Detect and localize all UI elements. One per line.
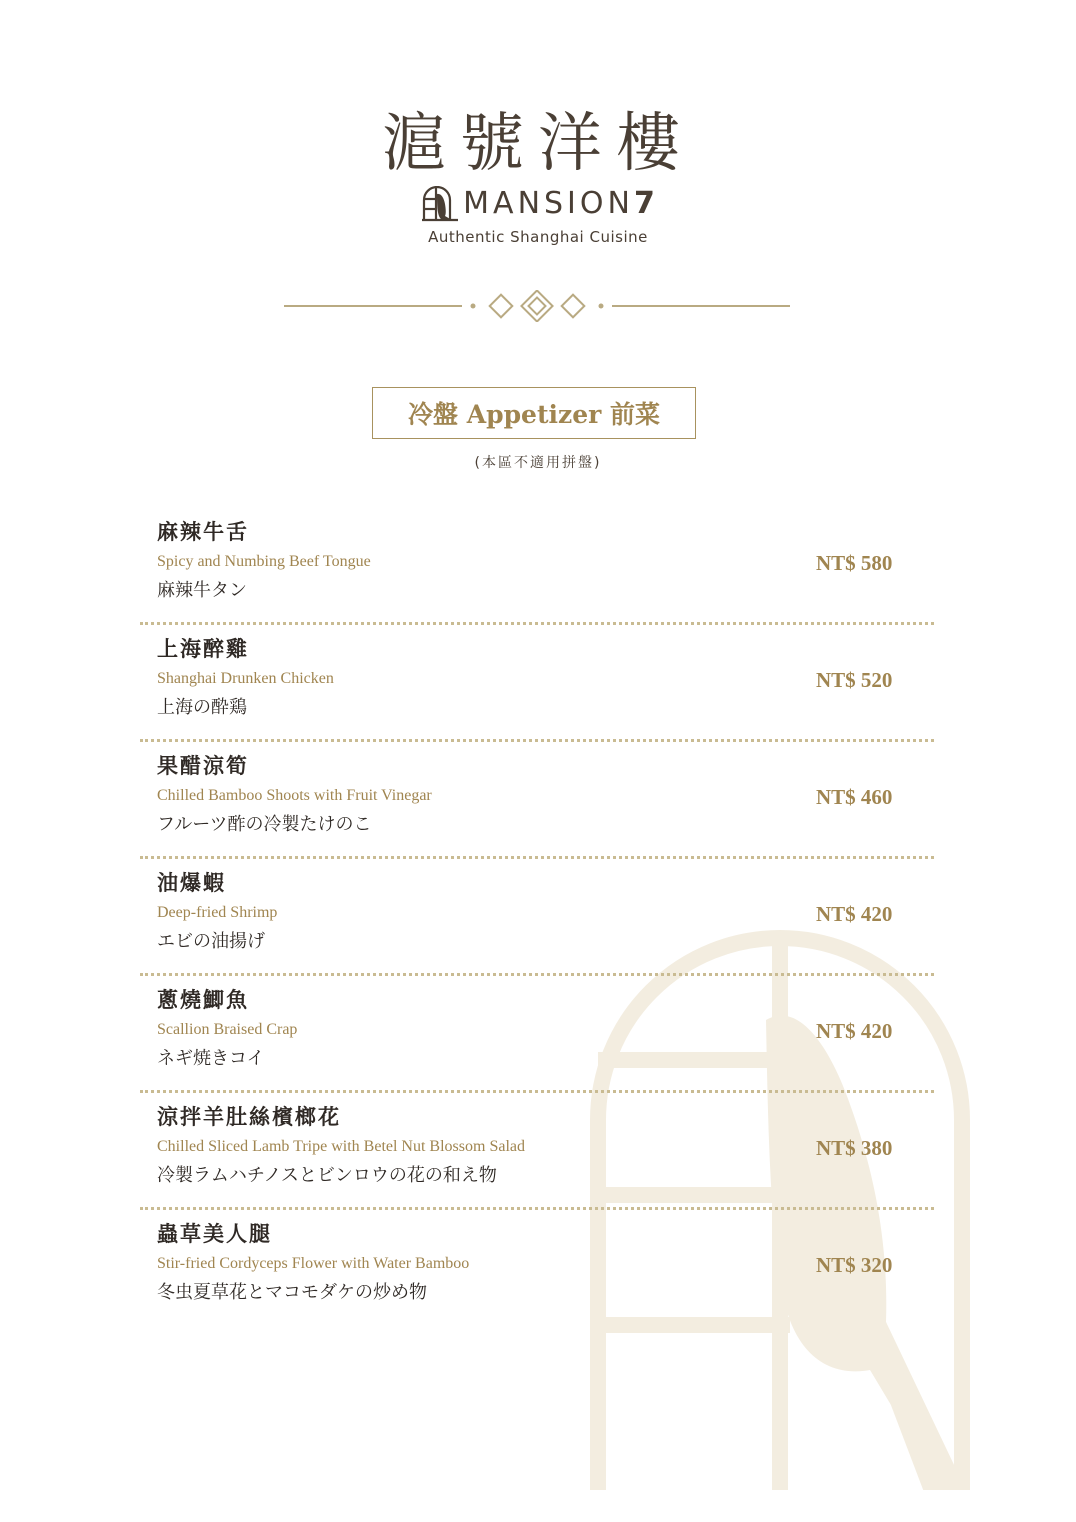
item-name-chinese: 蟲草美人腿 (157, 1222, 272, 1246)
item-name-japanese: 上海の酔鶏 (157, 697, 247, 718)
item-name-english: Deep-fried Shrimp (157, 904, 278, 921)
item-name-japanese: エビの油揚げ (157, 931, 265, 952)
menu-item (140, 976, 940, 1093)
item-price: NT$ 460 (816, 785, 893, 809)
logo-chinese-text: 滬號洋樓 (382, 107, 694, 181)
item-name-english: Scallion Braised Crap (157, 1021, 298, 1038)
menu-item (140, 625, 940, 742)
item-name-english: Shanghai Drunken Chicken (157, 670, 334, 687)
item-price: NT$ 420 (816, 1019, 893, 1043)
menu-item (140, 508, 940, 625)
item-name-chinese: 果醋涼筍 (157, 754, 249, 778)
item-name-chinese: 涼拌羊肚絲檳榔花 (157, 1105, 341, 1129)
item-price: NT$ 380 (816, 1136, 893, 1160)
item-name-japanese: 冬虫夏草花とマコモダケの炒め物 (157, 1282, 427, 1303)
item-name-japanese: 冷製ラムハチノスとビンロウの花の和え物 (157, 1165, 497, 1186)
window-bird-logo-icon (421, 186, 459, 222)
item-name-chinese: 麻辣牛舌 (157, 520, 249, 544)
brand-logo (0, 186, 1076, 222)
item-name-chinese: 蔥燒鯽魚 (157, 988, 249, 1012)
item-name-chinese: 上海醉雞 (157, 637, 249, 661)
item-price: NT$ 520 (816, 668, 893, 692)
tagline: Authentic Shanghai Cuisine (428, 228, 648, 246)
menu-list (140, 508, 940, 1327)
item-price: NT$ 580 (816, 551, 893, 575)
item-name-english: Chilled Bamboo Shoots with Fruit Vinegar (157, 787, 432, 804)
menu-item (140, 1093, 940, 1210)
brand-name: MANSION (463, 186, 634, 221)
item-name-english: Spicy and Numbing Beef Tongue (157, 553, 371, 570)
menu-item (140, 742, 940, 859)
item-price: NT$ 320 (816, 1253, 893, 1277)
item-name-japanese: 麻辣牛タン (157, 580, 247, 601)
brand-number: 7 (633, 186, 655, 221)
menu-item (140, 1210, 940, 1327)
item-name-english: Chilled Sliced Lamb Tripe with Betel Nut Blossom Salad (157, 1138, 525, 1155)
section-note: (本區不適用拼盤) (474, 455, 602, 471)
menu-item (140, 859, 940, 976)
item-name-chinese: 油爆蝦 (157, 871, 226, 895)
item-name-japanese: フルーツ酢の冷製たけのこ (157, 814, 372, 835)
item-name-japanese: ネギ焼きコイ (157, 1048, 265, 1069)
item-name-english: Stir-fried Cordyceps Flower with Water Bamboo (157, 1255, 470, 1272)
ornament-divider-icon (284, 290, 790, 322)
section-title: 冷盤 Appetizer 前菜 (372, 387, 696, 439)
item-price: NT$ 420 (816, 902, 893, 926)
